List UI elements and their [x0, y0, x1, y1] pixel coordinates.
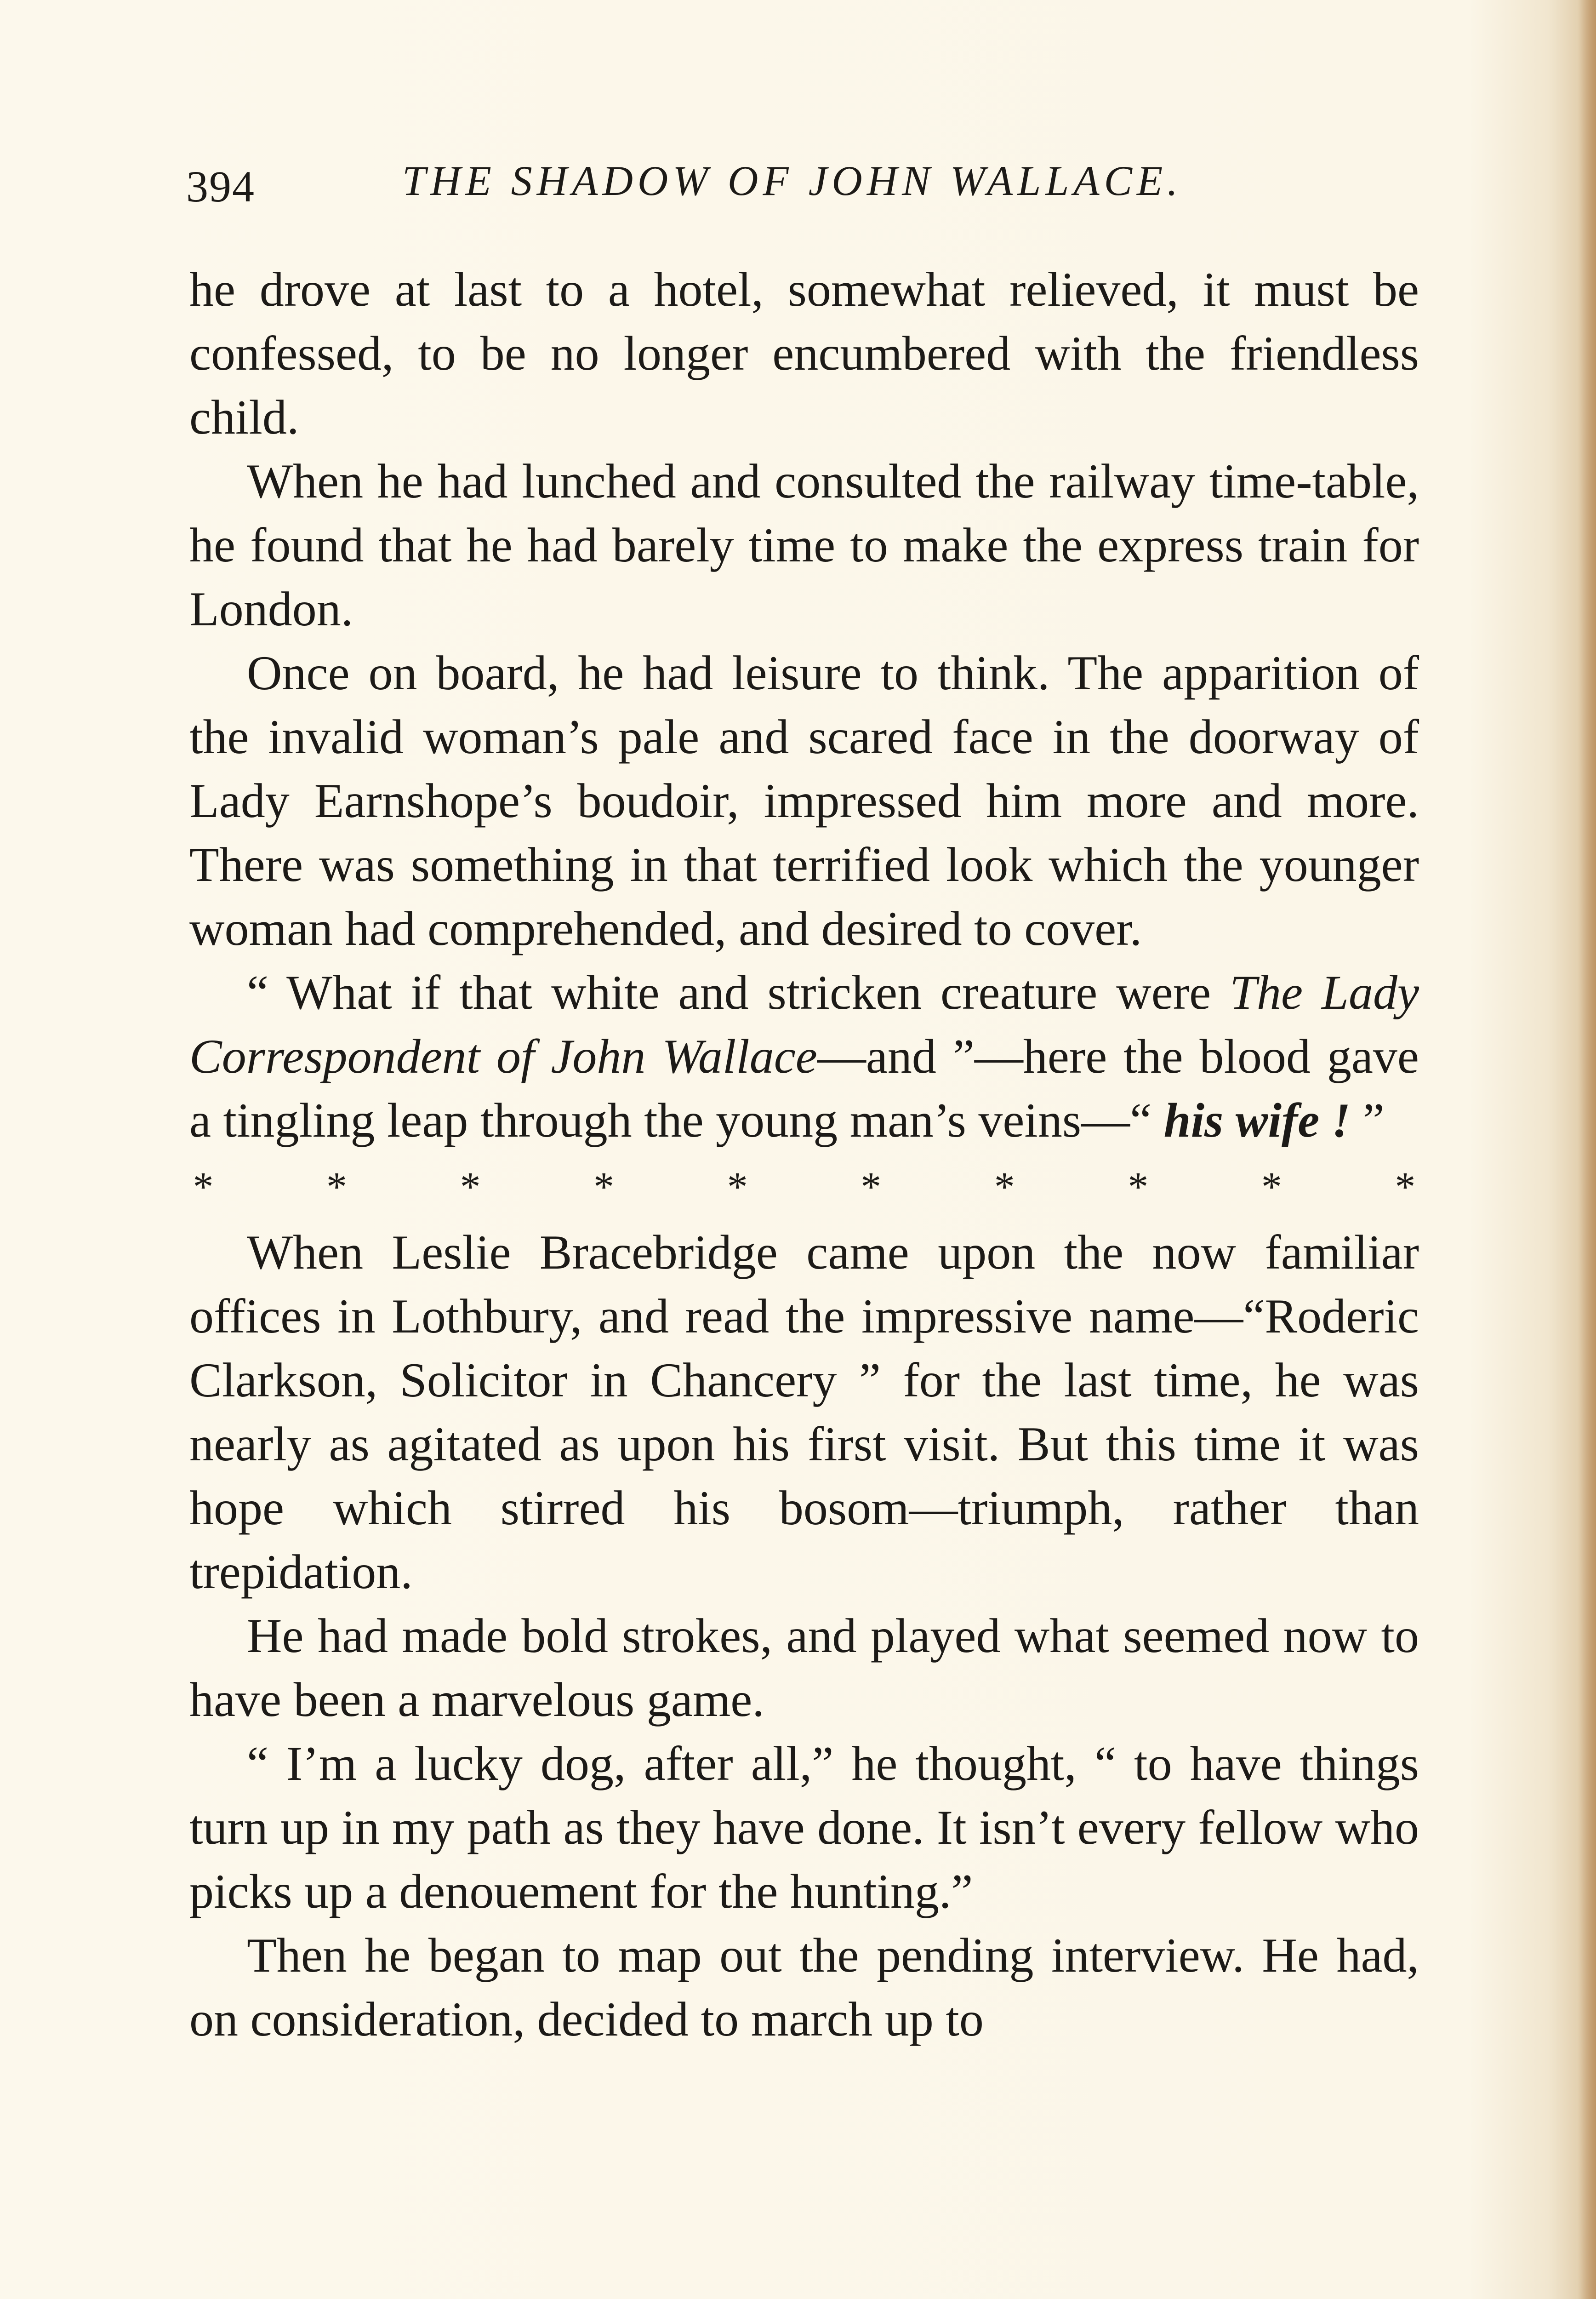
asterisk: *: [326, 1164, 348, 1210]
paragraph-8: Then he began to map out the pending interview. He had, on consideration, decided to march up to: [189, 1928, 1419, 2046]
asterisk: *: [994, 1164, 1015, 1210]
paragraph-1: he drove at last to a hotel, somewhat relieved, it must be confessed, to be no longer encumbered with the friendless child.: [189, 263, 1419, 444]
paragraph-7: “ I’m a lucky dog, after all,” he thought, “ to have things turn up in my path as they have done. It isn’t every fellow who picks up a denouement for the hunting.”: [189, 1737, 1419, 1918]
asterisk: *: [1395, 1164, 1416, 1210]
asterisk: *: [460, 1164, 481, 1210]
body-text: [189, 257, 1419, 2051]
asterisk: *: [1261, 1164, 1282, 1210]
page-edge: [1578, 0, 1596, 2299]
running-title: THE SHADOW OF JOHN WALLACE.: [402, 157, 1183, 204]
paragraph-2: When he had lunched and consulted the railway time-table, he found that he had barely time to make the express train for London.: [189, 454, 1419, 636]
paragraph-3: Once on board, he had leisure to think. The apparition of the invalid woman’s pale and scared face in the doorway of Lady Earnshope’s boudoir, impressed him more and more. There was something in that terrified look which the younger woman had comprehended, and desired to cover.: [189, 646, 1419, 955]
section-break: [189, 1160, 1419, 1215]
quote-end: ”: [1351, 1093, 1385, 1147]
paragraph-5: When Leslie Bracebridge came upon the now familiar offices in Lothbury, and read the impressive name—“Roderic Clarkson, Solicitor in Chancery ” for the last time, he was nearly as agitated as upon his first visit. But this time it was hope which stirred his bosom—triumph, rather than trepidation.: [189, 1225, 1419, 1599]
page-header: [186, 156, 1436, 221]
quote-start: “ What if that white and stricken creature were: [247, 966, 1230, 1019]
italic-title: The Lady Correspondent of John Wallace: [189, 966, 1419, 1083]
emphasis-his-wife: his wife !: [1163, 1093, 1351, 1147]
paragraph-4: [189, 961, 1419, 1152]
quote-middle: —and ”—here the blood gave a tingling leap through the young man’s veins—“: [189, 1029, 1419, 1147]
asterisk: *: [861, 1164, 882, 1210]
asterisk: *: [193, 1164, 214, 1210]
asterisk: *: [1128, 1164, 1149, 1210]
asterisk: *: [593, 1164, 615, 1210]
paragraph-6: He had made bold strokes, and played what seemed now to have been a marvelous game.: [189, 1609, 1419, 1727]
page-number: 394: [186, 162, 255, 211]
asterisk: *: [727, 1164, 748, 1210]
